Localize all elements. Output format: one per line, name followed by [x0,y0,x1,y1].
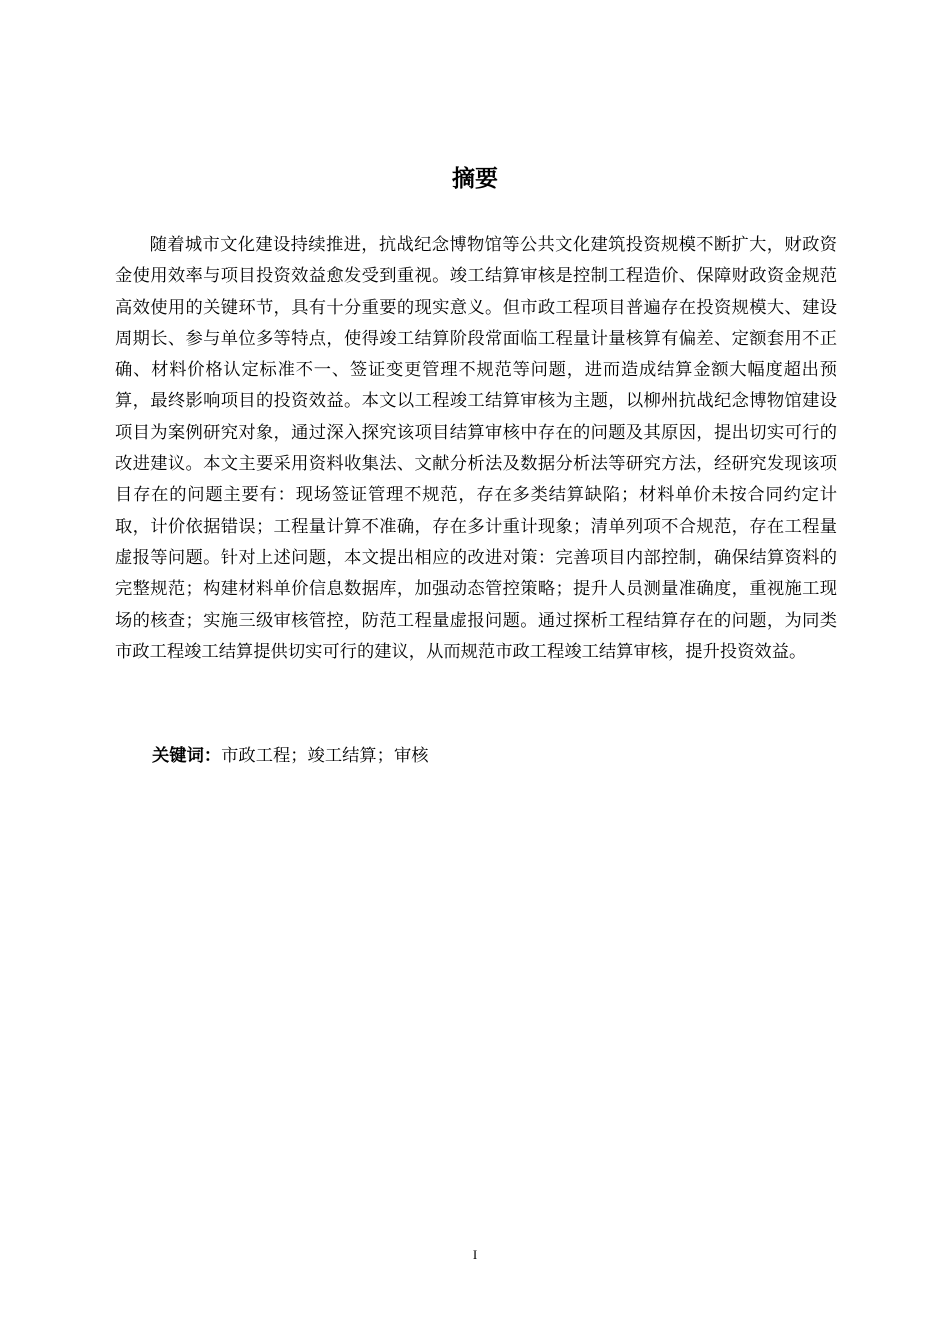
keywords-value: 市政工程；竣工结算；审核 [221,746,429,766]
keywords-line [152,741,832,772]
keywords-label: 关键词： [152,746,222,766]
page-title: 摘要 [452,166,498,192]
abstract-paragraph: 随着城市文化建设持续推进，抗战纪念博物馆等公共文化建筑投资规模不断扩大，财政资金使用效率与项目投资效益愈发受到重视。竣工结算审核是控制工程造价、保障财政资金规范高效使用的关键环节，具有十分重要的现实意义。但市政工程项目普遍存在投资规模大、建设周期长、参与单位多等特点，使得竣工结算阶段常面临工程量计量核算有偏差、定额套用不正确、材料价格认定标准不一、签证变更管理不规范等问题，进而造成结算金额大幅度超出预算，最终影响项目的投资效益。本文以工程竣工结算审核为主题，以柳州抗战纪念博物馆建设项目为案例研究对象，通过深入探究该项目结算审核中存在的问题及其原因，提出切实可行的改进建议。本文主要采用资料收集法、文献分析法及数据分析法等研究方法，经研究发现该项目存在的问题主要有：现场签证管理不规范，存在多类结算缺陷；材料单价未按合同约定计取，计价依据错误；工程量计算不准确，存在多计重计现象；清单列项不合规范，存在工程量虚报等问题。针对上述问题，本文提出相应的改进对策：完善项目内部控制，确保结算资料的完整规范；构建材料单价信息数据库，加强动态管控策略；提升人员测量准确度，重视施工现场的核查；实施三级审核管控，防范工程量虚报问题。通过探析工程结算存在的问题，为同类市政工程竣工结算提供切实可行的建议，从而规范市政工程竣工结算审核，提升投资效益。 [115,235,837,662]
page-number: I [472,1247,478,1262]
